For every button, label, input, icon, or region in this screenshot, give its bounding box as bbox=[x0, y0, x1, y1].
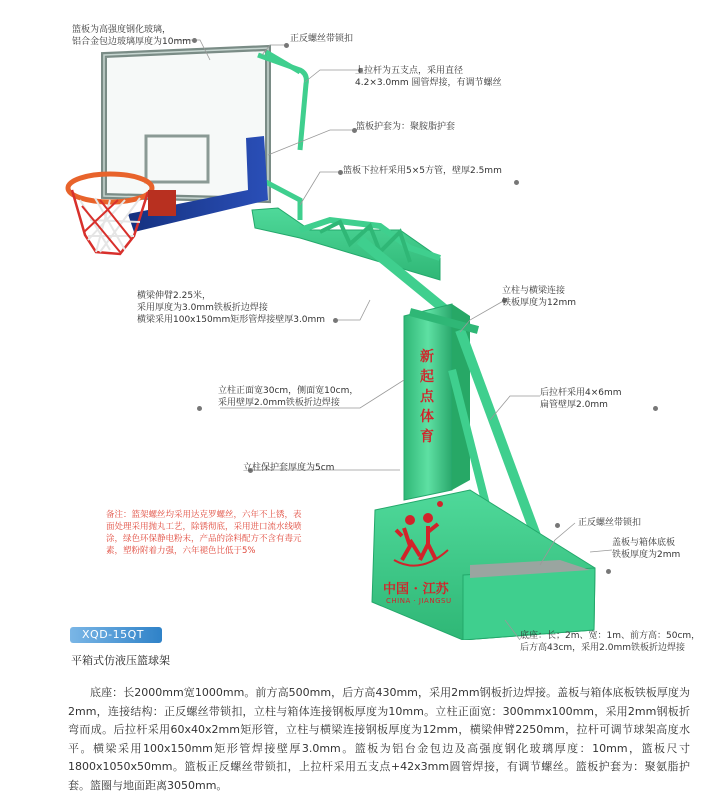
annotation-lock-right: 正反螺丝带锁扣 bbox=[578, 518, 642, 528]
annotation-line: 篮板为高强度钢化玻璃， bbox=[72, 25, 172, 35]
annotation-backboard-cover: 篮板护套为：聚胺脂护套 bbox=[356, 122, 456, 132]
brand-char: 起 bbox=[420, 369, 434, 385]
brand-char: 体 bbox=[420, 409, 434, 425]
annotation-column-beam-joint: 立柱与横梁连接 铁板厚度为12mm bbox=[502, 286, 576, 308]
leader-dot bbox=[653, 406, 658, 411]
brand-char: 点 bbox=[420, 389, 434, 405]
leader-dot bbox=[555, 523, 560, 528]
annotation-box-bottom: 盖板与箱体底板 铁板厚度为2mm bbox=[612, 538, 681, 560]
annotation-column-cover: 立柱保护套厚度为5cm bbox=[243, 463, 335, 473]
annotation-upper-rod: 上拉杆为五支点，采用直径 4.2×3.0mm 圆管焊接，有调节螺丝 bbox=[355, 66, 502, 88]
annotation-backboard-glass bbox=[72, 24, 191, 48]
annotation-rear-rod: 后拉杆采用4×6mm 扁管壁厚2.0mm bbox=[540, 388, 622, 410]
product-name: 平箱式仿液压篮球架 bbox=[71, 654, 170, 667]
annotation-line: 铝合金包边玻璃厚度为10mm bbox=[72, 37, 191, 47]
annotation-backboard-lock: 正反螺丝带锁扣 bbox=[290, 34, 354, 44]
leader-dot bbox=[514, 180, 519, 185]
model-badge bbox=[70, 627, 162, 643]
leader-dot bbox=[333, 318, 338, 323]
description-paragraph: 底座：长2000mm宽1000mm。前方高500mm，后方高430mm，采用2mm钢板折边焊接。盖板与箱体底板铁板厚度为2mm，连接结构：正反螺丝带锁扣，立柱与箱体连接钢板厚度为10mm。立柱正面宽：300mmx100mm，采用2mm钢板折弯而成。后拉杆采用60x40x2mm矩形管，立柱与横梁连接钢板厚度为12mm，横梁伸臂2250mm，拉杆可调节球架高度水平。横梁采用100x150mm矩形管焊接壁厚3.0mm。篮板为铝台金包边及高强度钢化玻璃厚度：10mm，篮板尺寸1800x1050x50mm。篮板正反螺丝带锁扣，上拉杆采用五支点+42x3mm圆管焊接，有调节螺丝。篮板护套为：聚氨脂护套。篮圈与地面距离3050mm。 bbox=[68, 686, 690, 792]
leader-dot bbox=[192, 38, 197, 43]
brand-country-en: CHINA · JIANGSU bbox=[386, 597, 452, 605]
brand-char: 育 bbox=[420, 429, 434, 445]
rim-bracket bbox=[148, 190, 176, 216]
brand-country: 中国 · 江苏 bbox=[383, 582, 449, 597]
brand-char: 新 bbox=[420, 349, 434, 365]
note-text: 备注：篮架螺丝均采用达克罗螺丝，六年不上锈，表面处理采用抛丸工艺，除锈彻底，采用进口流水线喷涂，绿色环保静电粉末，产品的涂料配方不含有毒元素，塑粉附着力强，六年褪色比低于5% bbox=[106, 510, 302, 556]
annotation-beam: 横梁伸臂2.25米， 采用厚度为3.0mm铁板折边焊接 横梁采用100x150mm矩形管焊接壁厚3.0mm bbox=[137, 291, 326, 325]
leader-dot bbox=[284, 43, 289, 48]
model-code: XQD-15QT bbox=[82, 628, 145, 641]
annotation-lower-rod: 篮板下拉杆采用5×5方管，壁厚2.5mm bbox=[343, 166, 502, 176]
leader-dot bbox=[197, 406, 202, 411]
leader-dot bbox=[606, 569, 611, 574]
annotation-base: 底座：长；2m、宽：1m、前方高：50cm， 后方高43cm，采用2.0mm铁板折边焊接 bbox=[520, 631, 701, 653]
base-box bbox=[372, 490, 595, 640]
annotation-column-front: 立柱正面宽30cm，侧面宽10cm， 采用壁厚2.0mm铁板折边焊接 bbox=[218, 386, 359, 408]
